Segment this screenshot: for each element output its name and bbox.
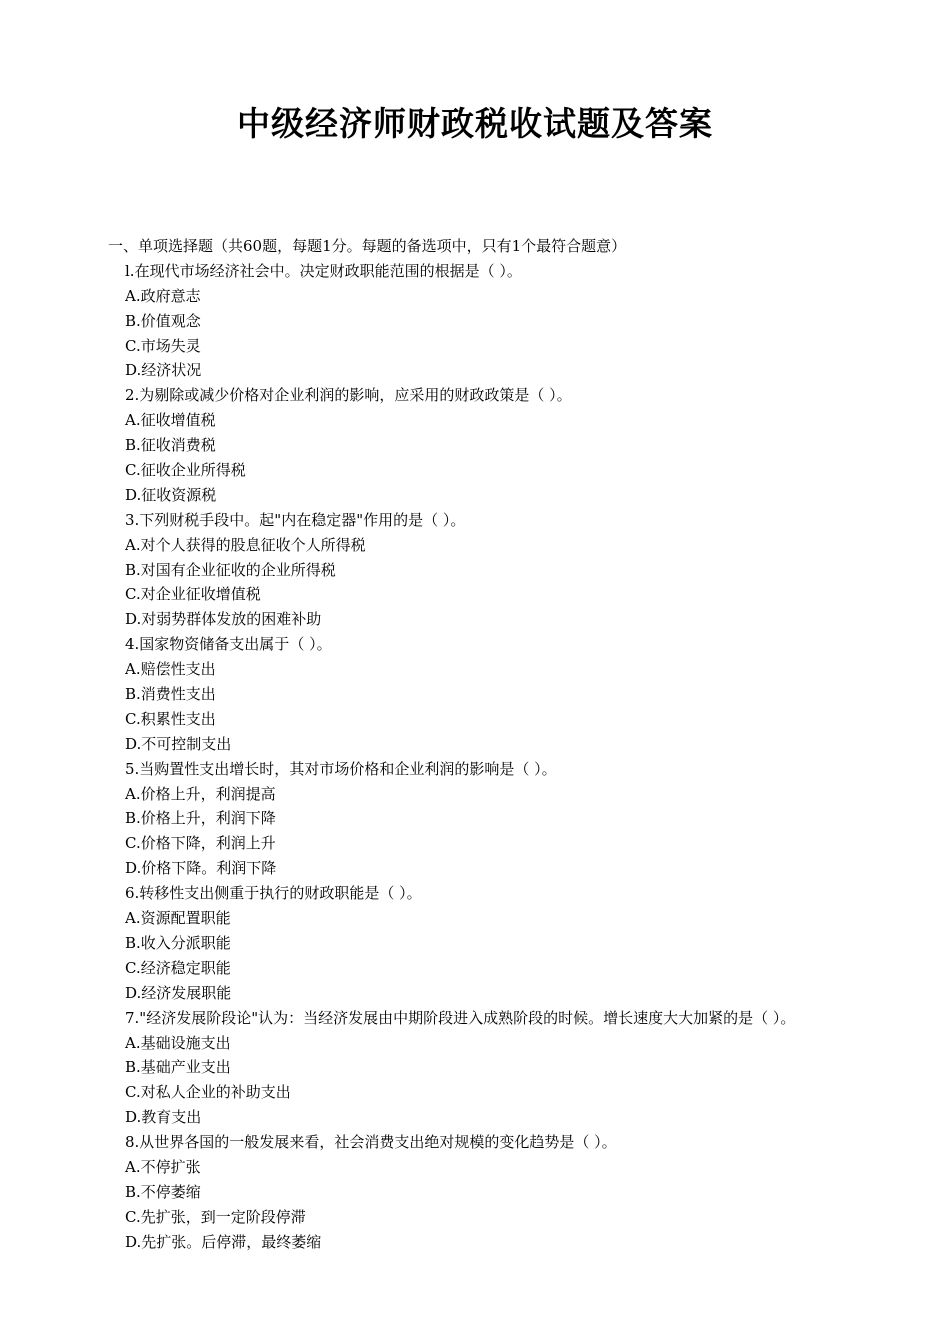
question-4 <box>108 632 938 756</box>
option-d: D.先扩张。后停滞，最终萎缩 <box>125 1232 322 1251</box>
option-a: A.征收增值税 <box>125 411 216 430</box>
option-b: B.征收消费税 <box>125 436 216 455</box>
option-d: D.价格下降。利润下降 <box>125 859 277 878</box>
option-a: A.不停扩张 <box>125 1157 201 1176</box>
option-d: D.对弱势群体发放的困难补助 <box>125 610 322 629</box>
option-d: D.不可控制支出 <box>125 734 232 753</box>
option-b: B.收入分派职能 <box>125 933 231 952</box>
option-b: B.不停萎缩 <box>125 1182 201 1201</box>
question-stem: 6.转移性支出侧重于执行的财政职能是（ ）。 <box>125 884 422 903</box>
option-a: A.基础设施支出 <box>125 1033 231 1052</box>
question-7 <box>108 1006 938 1130</box>
option-a: A.赔偿性支出 <box>125 660 216 679</box>
option-b: B.价格上升，利润下降 <box>125 809 276 828</box>
question-5 <box>108 757 938 881</box>
option-a: A.资源配置职能 <box>125 909 231 928</box>
question-6 <box>108 881 938 1005</box>
question-stem: 7."经济发展阶段论"认为：当经济发展由中期阶段进入成熟阶段的时候。增长速度大大加紧的是（ ）。 <box>125 1008 796 1027</box>
option-b: B.消费性支出 <box>125 685 216 704</box>
option-c: C.市场失灵 <box>125 336 201 355</box>
question-3 <box>108 508 938 632</box>
question-2 <box>108 383 938 507</box>
option-a: A.对个人获得的股息征收个人所得税 <box>125 535 366 554</box>
question-1 <box>108 259 938 383</box>
option-a: A.政府意志 <box>125 286 201 305</box>
option-a: A.价格上升，利润提高 <box>125 784 276 803</box>
option-d: D.经济发展职能 <box>125 983 232 1002</box>
section-heading: 一、单项选择题（共60题，每题1分。每题的备选项中，只有1个最符合题意） <box>108 237 627 255</box>
document-body <box>108 234 938 1255</box>
option-b: B.对国有企业征收的企业所得税 <box>125 560 336 579</box>
option-d: D.经济状况 <box>125 361 202 380</box>
option-d: D.征收资源税 <box>125 485 217 504</box>
document-title: 中级经济师财政税收试题及答案 <box>237 104 713 143</box>
option-b: B.基础产业支出 <box>125 1058 231 1077</box>
option-c: C.价格下降，利润上升 <box>125 834 276 853</box>
option-c: C.对私人企业的补助支出 <box>125 1083 291 1102</box>
question-stem: 5.当购置性支出增长时，其对市场价格和企业利润的影响是（ ）。 <box>125 759 557 778</box>
option-c: C.积累性支出 <box>125 709 216 728</box>
question-stem: 8.从世界各国的一般发展来看，社会消费支出绝对规模的变化趋势是（ ）。 <box>125 1133 617 1152</box>
option-d: D.教育支出 <box>125 1108 202 1127</box>
option-c: C.征收企业所得税 <box>125 461 246 480</box>
question-8 <box>108 1130 938 1254</box>
question-stem: 2.为剔除或减少价格对企业利润的影响，应采用的财政政策是（ ）。 <box>125 386 572 405</box>
question-stem: 4.国家物资储备支出属于（ ）。 <box>125 635 332 654</box>
option-c: C.先扩张，到一定阶段停滞 <box>125 1207 306 1226</box>
question-stem: l.在现代市场经济社会中。决定财政职能范围的根据是（ ）。 <box>125 261 522 280</box>
option-c: C.经济稳定职能 <box>125 958 231 977</box>
option-b: B.价值观念 <box>125 311 201 330</box>
option-c: C.对企业征收增值税 <box>125 585 261 604</box>
question-stem: 3.下列财税手段中。起"内在稳定器"作用的是（ ）。 <box>125 510 466 529</box>
